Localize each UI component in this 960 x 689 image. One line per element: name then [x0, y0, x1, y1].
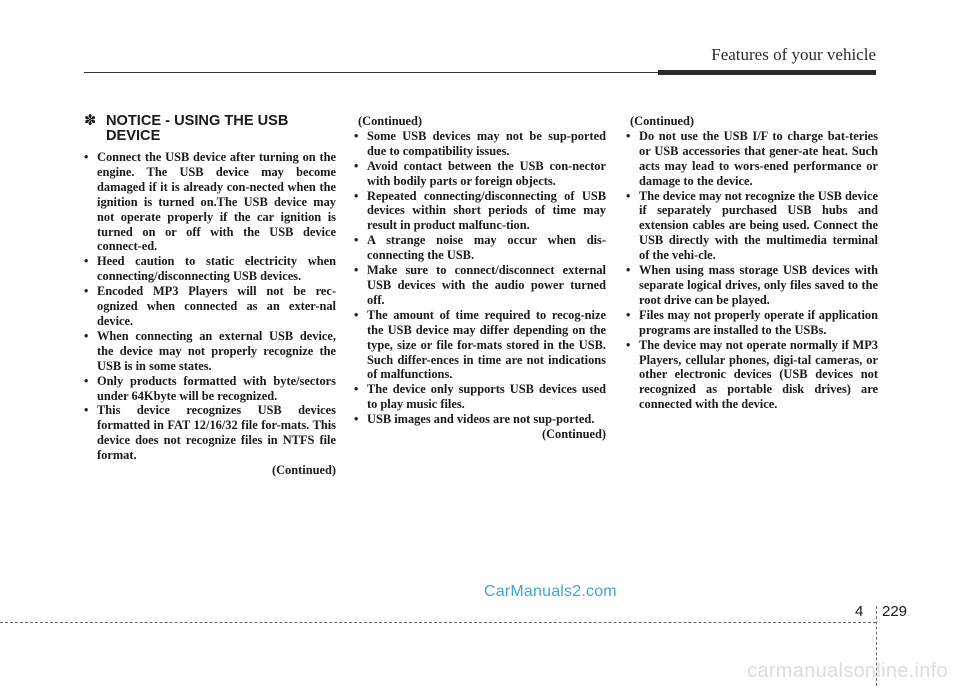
list-item: • Avoid contact between the USB con-nector with bodily parts or foreign objects.	[354, 159, 606, 189]
chapter-number: 4	[855, 603, 864, 620]
list-item: • Make sure to connect/disconnect external USB devices with the audio power turned off.	[354, 263, 606, 308]
list-item: • Some USB devices may not be sup-ported due to compatibility issues.	[354, 129, 606, 159]
column-3	[626, 114, 878, 412]
continued-label: (Continued)	[630, 114, 695, 128]
list-item: • Connect the USB device after turning on the engine. The USB device may become damaged if it is already con-nected when the ignition is turned on.The USB device may not operate properly if the car ignition is turned on or off with the USB device connect-ed.	[84, 150, 336, 254]
list-item: • The device may not operate normally if MP3 Players, cellular phones, digi-tal cameras, or other electronic devices (USB devices not recognized as portable disk drives) are connected with the device.	[626, 338, 878, 413]
list-item: • The amount of time required to recog-nize the USB device may differ depending on the type, size or file for-mats stored in the USB. Such differ-ences in time are not indications of malfunctions.	[354, 308, 606, 383]
bullet-list	[354, 129, 606, 427]
page-number: 229	[882, 603, 908, 620]
bullet-list	[626, 129, 878, 412]
list-item: • When using mass storage USB devices with separate logical drives, only files saved to the root drive can be played.	[626, 263, 878, 308]
footer-divider	[0, 622, 876, 623]
list-item: • USB images and videos are not sup-ported.	[354, 412, 606, 427]
list-item: • Files may not properly operate if application programs are installed to the USBs.	[626, 308, 878, 338]
notice-heading-text: NOTICE - USING THE USB DEVICE	[106, 113, 289, 144]
list-item: • When connecting an external USB device, the device may not properly recognize the USB is in some states.	[84, 329, 336, 374]
list-item: • Encoded MP3 Players will not be rec-ognized when connected as an exter-nal device.	[84, 284, 336, 329]
notice-heading	[84, 114, 336, 144]
list-item: • Repeated connecting/disconnecting of USB devices within short periods of time may result in product malfunc-tion.	[354, 189, 606, 234]
bottom-watermark-link[interactable]: carmanualsonline.info	[747, 660, 948, 682]
column-1	[84, 114, 336, 478]
list-item: • Do not use the USB I/F to charge bat-teries or USB accessories that gener-ate heat. Such acts may lead to wors-ened performance or damage to the device.	[626, 129, 878, 189]
list-item: • A strange noise may occur when dis-connecting the USB.	[354, 233, 606, 263]
watermark-link[interactable]: CarManuals2.com	[484, 583, 617, 600]
list-item: • Only products formatted with byte/sectors under 64Kbyte will be recognized.	[84, 374, 336, 404]
column-2	[354, 114, 606, 442]
page-header-title: Features of your vehicle	[711, 45, 876, 64]
list-item: • Heed caution to static electricity when connecting/disconnecting USB devices.	[84, 254, 336, 284]
continued-label: (Continued)	[541, 427, 606, 442]
continued-label: (Continued)	[271, 463, 336, 478]
notice-star-icon: ✽	[84, 113, 97, 129]
header-divider	[84, 72, 660, 73]
bullet-list	[84, 150, 336, 463]
header-accent-bar	[658, 70, 876, 75]
list-item: • The device only supports USB devices used to play music files.	[354, 382, 606, 412]
list-item: • This device recognizes USB devices formatted in FAT 12/16/32 file for-mats. This device does not recognize files in NTFS file format.	[84, 403, 336, 463]
list-item: • The device may not recognize the USB device if separately purchased USB hubs and extension cables are being used. Connect the USB directly with the multimedia terminal of the vehi-cle.	[626, 189, 878, 264]
continued-label: (Continued)	[358, 114, 423, 128]
